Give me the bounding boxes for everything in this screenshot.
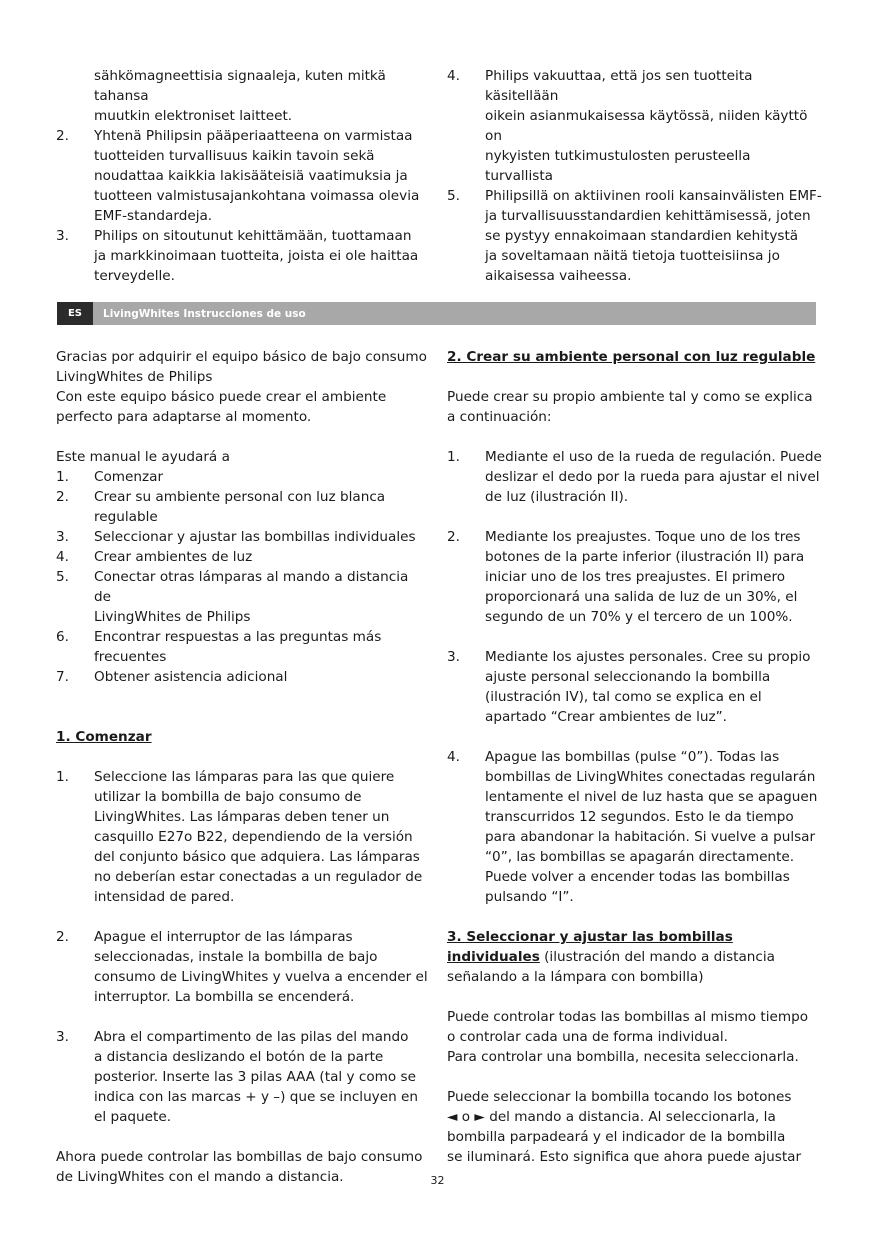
fi-list-item xyxy=(447,66,822,186)
toc-item xyxy=(56,627,428,667)
section-header-bar xyxy=(57,302,816,325)
toc-line: LivingWhites de Philips xyxy=(94,609,251,625)
toc-item xyxy=(56,547,428,567)
step-line: intensidad de pared. xyxy=(94,889,235,905)
step-line: interruptor. La bombilla se encenderá. xyxy=(94,989,355,1005)
toc-line: Crear ambientes de luz xyxy=(94,549,253,565)
step-line: Seleccione las lámparas para las que quiere xyxy=(94,769,395,785)
step-line: para abandonar la habitación. Si vuelve a pulsar xyxy=(485,829,816,845)
toc-number: 3. xyxy=(56,529,69,545)
toc-item xyxy=(56,667,428,687)
fi-item-number: 2. xyxy=(56,128,69,144)
fi-cont-line: muutkin elektroniset laitteet. xyxy=(94,108,293,124)
step-number: 2. xyxy=(56,929,69,945)
fi-item-line: Yhtenä Philipsin pääperiaatteena on varmistaa xyxy=(94,128,413,144)
fi-item-number: 3. xyxy=(56,228,69,244)
toc-line: Conectar otras lámparas al mando a distancia de xyxy=(94,569,409,605)
outro-line: Ahora puede controlar las bombillas de bajo consumo xyxy=(56,1149,423,1165)
step-line: (ilustración IV), tal como se explica en el xyxy=(485,689,762,705)
es-left-column xyxy=(56,347,428,1187)
step-item xyxy=(56,767,428,907)
step-line: deslizar el dedo por la rueda para ajustar el nivel xyxy=(485,469,820,485)
step-item xyxy=(447,747,822,907)
toc-item xyxy=(56,527,428,547)
fi-item-line: nykyisten tutkimustulosten perusteella turvallista xyxy=(485,148,751,184)
step-number: 3. xyxy=(56,1029,69,1045)
fi-item-line: terveydelle. xyxy=(94,268,175,284)
fi-item-line: Philips on sitoutunut kehittämään, tuottamaan xyxy=(94,228,412,244)
para-line: o controlar cada una de forma individual. xyxy=(447,1029,728,1045)
step-line: a distancia deslizando el botón de la parte xyxy=(94,1049,384,1065)
manual-intro: Este manual le ayudará a xyxy=(56,449,230,465)
step-line: Apague el interruptor de las lámparas xyxy=(94,929,353,945)
para-line: se iluminará. Esto significa que ahora puede ajustar xyxy=(447,1149,802,1165)
step-line: segundo de un 70% y el tercero de un 100%. xyxy=(485,609,793,625)
step-line: indica con las marcas + y –) que se incluyen en xyxy=(94,1089,419,1105)
step-line: Abra el compartimento de las pilas del mando xyxy=(94,1029,409,1045)
section-heading-note-line: señalando a la lámpara con bombilla) xyxy=(447,969,704,985)
toc-number: 4. xyxy=(56,549,69,565)
fi-item-line: noudattaa kaikkia lakisääteisiä vaatimuksia ja xyxy=(94,168,408,184)
fi-cont-line: sähkömagneettisia signaaleja, kuten mitkä tahansa xyxy=(94,68,386,104)
fi-item-line: oikein asianmukaisessa käytössä, niiden käyttö on xyxy=(485,108,808,144)
fi-item-line: EMF-standardeja. xyxy=(94,208,213,224)
toc-line: regulable xyxy=(94,509,158,525)
toc-line: Encontrar respuestas a las preguntas más xyxy=(94,629,382,645)
fi-list-item xyxy=(56,226,428,286)
section-heading: 2. Crear su ambiente personal con luz regulable xyxy=(447,349,816,365)
step-item xyxy=(56,927,428,1007)
step-line: del conjunto básico que adquiera. Las lámparas xyxy=(94,849,420,865)
toc-line: Crear su ambiente personal con luz blanca xyxy=(94,489,386,505)
intro-line: perfecto para adaptarse al momento. xyxy=(56,409,312,425)
fi-right-column xyxy=(447,66,822,286)
step-number: 2. xyxy=(447,529,460,545)
step-line: LivingWhites. Las lámparas deben tener un xyxy=(94,809,390,825)
intro-line: LivingWhites de Philips xyxy=(56,369,213,385)
toc-item xyxy=(56,467,428,487)
para-line: Puede crear su propio ambiente tal y como se explica xyxy=(447,389,813,405)
step-line: casquillo E27o B22, dependiendo de la versión xyxy=(94,829,413,845)
section-title: LivingWhites Instrucciones de uso xyxy=(103,307,306,320)
outro-line: de LivingWhites con el mando a distancia. xyxy=(56,1169,344,1185)
step-number: 3. xyxy=(447,649,460,665)
step-item xyxy=(447,647,822,727)
language-badge: ES xyxy=(57,302,93,325)
es-right-column xyxy=(447,347,822,1167)
toc-number: 1. xyxy=(56,469,69,485)
step-line: no deberían estar conectadas a un regulador de xyxy=(94,869,423,885)
fi-item-line: Philipsillä on aktiivinen rooli kansainvälisten EMF- xyxy=(485,188,822,204)
step-line: utilizar la bombilla de bajo consumo de xyxy=(94,789,362,805)
fi-left-column xyxy=(56,66,428,286)
fi-item-line: ja markkinoimaan tuotteita, joista ei ole haittaa xyxy=(94,248,419,264)
step-line: proporcionará una salida de luz de un 30%, el xyxy=(485,589,798,605)
para-line: ◄ o ► del mando a distancia. Al seleccionarla, la xyxy=(447,1109,776,1125)
intro-line: Gracias por adquirir el equipo básico de bajo consumo xyxy=(56,349,427,365)
para-line: bombilla parpadeará y el indicador de la bombilla xyxy=(447,1129,786,1145)
fi-item-line: se pystyy ennakoimaan standardien kehitystä xyxy=(485,228,799,244)
step-line: transcurridos 12 segundos. Esto le da tiempo xyxy=(485,809,794,825)
toc-line: Seleccionar y ajustar las bombillas individuales xyxy=(94,529,416,545)
fi-item-number: 5. xyxy=(447,188,460,204)
para-line: Puede controlar todas las bombillas al mismo tiempo xyxy=(447,1009,809,1025)
step-line: Mediante el uso de la rueda de regulación. Puede xyxy=(485,449,822,465)
toc-line: Obtener asistencia adicional xyxy=(94,669,288,685)
fi-item-line: Philips vakuuttaa, että jos sen tuotteita käsitellään xyxy=(485,68,753,104)
fi-list-item xyxy=(56,126,428,226)
toc-line: frecuentes xyxy=(94,649,167,665)
para-line: Puede seleccionar la bombilla tocando los botones xyxy=(447,1089,792,1105)
fi-item-number: 4. xyxy=(447,68,460,84)
step-line: de luz (ilustración II). xyxy=(485,489,629,505)
step-line: Puede volver a encender todas las bombillas xyxy=(485,869,790,885)
section-heading-note: (ilustración del mando a distancia xyxy=(539,949,775,965)
step-line: Mediante los ajustes personales. Cree su propio xyxy=(485,649,811,665)
section-heading-line xyxy=(447,947,822,967)
toc-item xyxy=(56,567,428,627)
toc-number: 7. xyxy=(56,669,69,685)
para-line: a continuación: xyxy=(447,409,552,425)
step-number: 4. xyxy=(447,749,460,765)
fi-item-line: ja turvallisuusstandardien kehittämisessä, joten xyxy=(485,208,811,224)
step-line: seleccionadas, instale la bombilla de bajo xyxy=(94,949,378,965)
step-line: botones de la parte inferior (ilustración II) para xyxy=(485,549,805,565)
step-line: Mediante los preajustes. Toque uno de los tres xyxy=(485,529,801,545)
step-line: lentamente el nivel de luz hasta que se apaguen xyxy=(485,789,818,805)
step-line: posterior. Inserte las 3 pilas AAA (tal y como se xyxy=(94,1069,416,1085)
step-item xyxy=(447,447,822,507)
fi-item-line: aikaisessa vaiheessa. xyxy=(485,268,632,284)
toc-number: 2. xyxy=(56,489,69,505)
section-heading-word: individuales xyxy=(447,949,540,965)
fi-item-line: tuotteen valmistusajankohtana voimassa olevia xyxy=(94,188,420,204)
intro-line: Con este equipo básico puede crear el ambiente xyxy=(56,389,387,405)
toc-number: 5. xyxy=(56,569,69,585)
step-line: pulsando “I”. xyxy=(485,889,574,905)
toc-item xyxy=(56,487,428,527)
step-line: Apague las bombillas (pulse “0”). Todas las xyxy=(485,749,780,765)
step-line: bombillas de LivingWhites conectadas regularán xyxy=(485,769,816,785)
step-line: iniciar uno de los tres preajustes. El primero xyxy=(485,569,786,585)
step-number: 1. xyxy=(447,449,460,465)
section-heading: 1. Comenzar xyxy=(56,729,152,745)
step-line: “0”, las bombillas se apagarán directamente. xyxy=(485,849,795,865)
fi-item-line: ja soveltamaan näitä tietoja tuotteisiinsa jo xyxy=(485,248,780,264)
fi-item-line: tuotteiden turvallisuus kaikin tavoin sekä xyxy=(94,148,375,164)
page-number: 32 xyxy=(430,1174,445,1187)
step-item xyxy=(447,527,822,627)
step-line: consumo de LivingWhites y vuelva a encender el xyxy=(94,969,428,985)
step-number: 1. xyxy=(56,769,69,785)
step-line: ajuste personal seleccionando la bombilla xyxy=(485,669,771,685)
step-line: apartado “Crear ambientes de luz”. xyxy=(485,709,728,725)
fi-list-item xyxy=(447,186,822,286)
toc-number: 6. xyxy=(56,629,69,645)
step-line: el paquete. xyxy=(94,1109,172,1125)
para-line: Para controlar una bombilla, necesita seleccionarla. xyxy=(447,1049,799,1065)
toc-line: Comenzar xyxy=(94,469,164,485)
section-heading: 3. Seleccionar y ajustar las bombillas xyxy=(447,929,733,945)
step-item xyxy=(56,1027,428,1127)
